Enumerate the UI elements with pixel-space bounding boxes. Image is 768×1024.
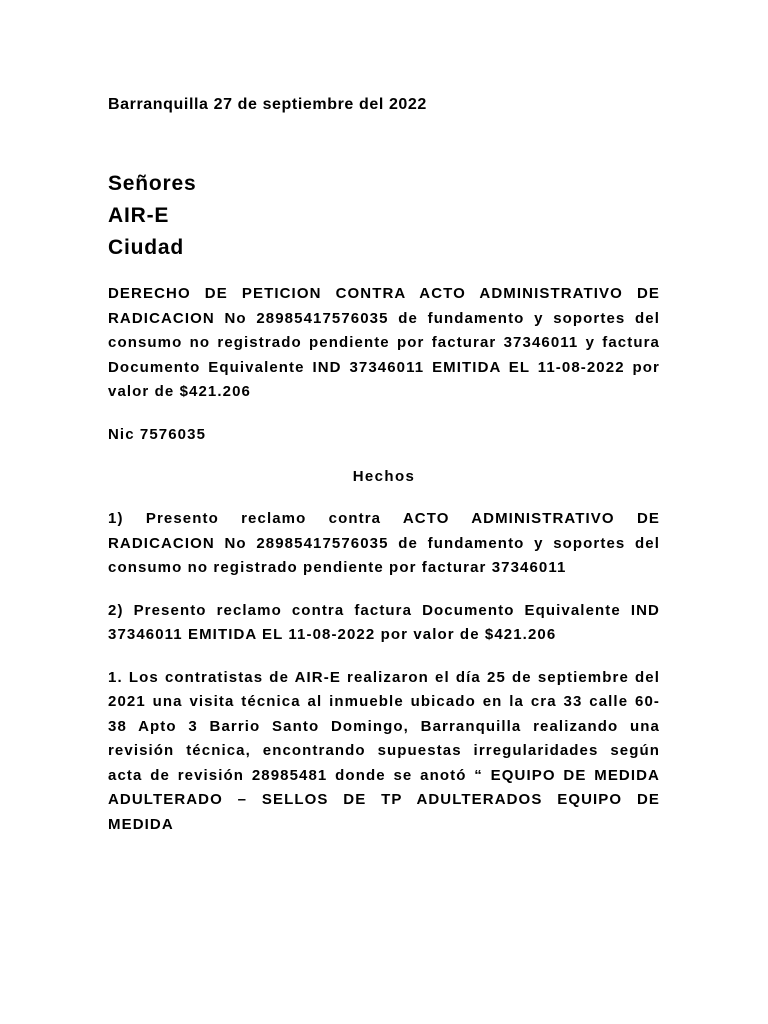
fact-1-text: 1. Los contratistas de AIR-E realizaron el día 25 de septiembre del 2021 una visita técnica al inmueble ubicado en la cra 33 calle 60- 38 Apto 3 Barrio Santo Domingo, Barranquilla realizando una revisión técnica, encontrando supuestas irregularidades según acta de revisión 28985481 donde se anotó “ bbox=[108, 668, 660, 784]
date-line: Barranquilla 27 de septiembre del 2022 bbox=[108, 96, 427, 113]
section-heading-hechos: Hechos bbox=[352, 468, 416, 485]
addressee-block bbox=[108, 168, 660, 264]
subject-paragraph bbox=[108, 282, 660, 405]
document-body bbox=[108, 94, 660, 855]
fact-1-quote: EQUIPO DE MEDIDA ADULTERADO – SELLOS DE TP ADULTERADOS EQUIPO DE MEDIDA bbox=[108, 766, 660, 833]
subject-rest: de fundamento y soportes del consumo no registrado pendiente por facturar 37346011 y factura Documento Equivalente IND 37346011 EMITIDA EL 11-08-2022 por valor de $421.206 bbox=[108, 309, 660, 400]
addressee-company: AIR-E bbox=[108, 204, 170, 227]
addressee-city: Ciudad bbox=[108, 236, 184, 259]
nic-line: Nic 7576035 bbox=[108, 425, 207, 443]
claim-1-lead: 1) Presento reclamo contra bbox=[108, 510, 403, 527]
claim-1-bold: ACTO ADMINISTRATIVO DE RADICACION No 28985417576035 bbox=[108, 510, 660, 552]
fact-1-paragraph bbox=[108, 666, 660, 838]
subject-bold: DERECHO DE PETICION CONTRA ACTO ADMINISTRATIVO DE RADICACION No 28985417576035 bbox=[108, 285, 660, 327]
claim-2-paragraph: 2) Presento reclamo contra factura Documento Equivalente IND 37346011 EMITIDA EL 11-08-2022 por valor de $421.206 bbox=[108, 601, 660, 643]
claim-1-tail: de fundamento y soportes del consumo no registrado pendiente por facturar 37346011 bbox=[108, 534, 660, 576]
addressee-salutation: Señores bbox=[108, 172, 197, 195]
claim-1-paragraph bbox=[108, 507, 660, 581]
